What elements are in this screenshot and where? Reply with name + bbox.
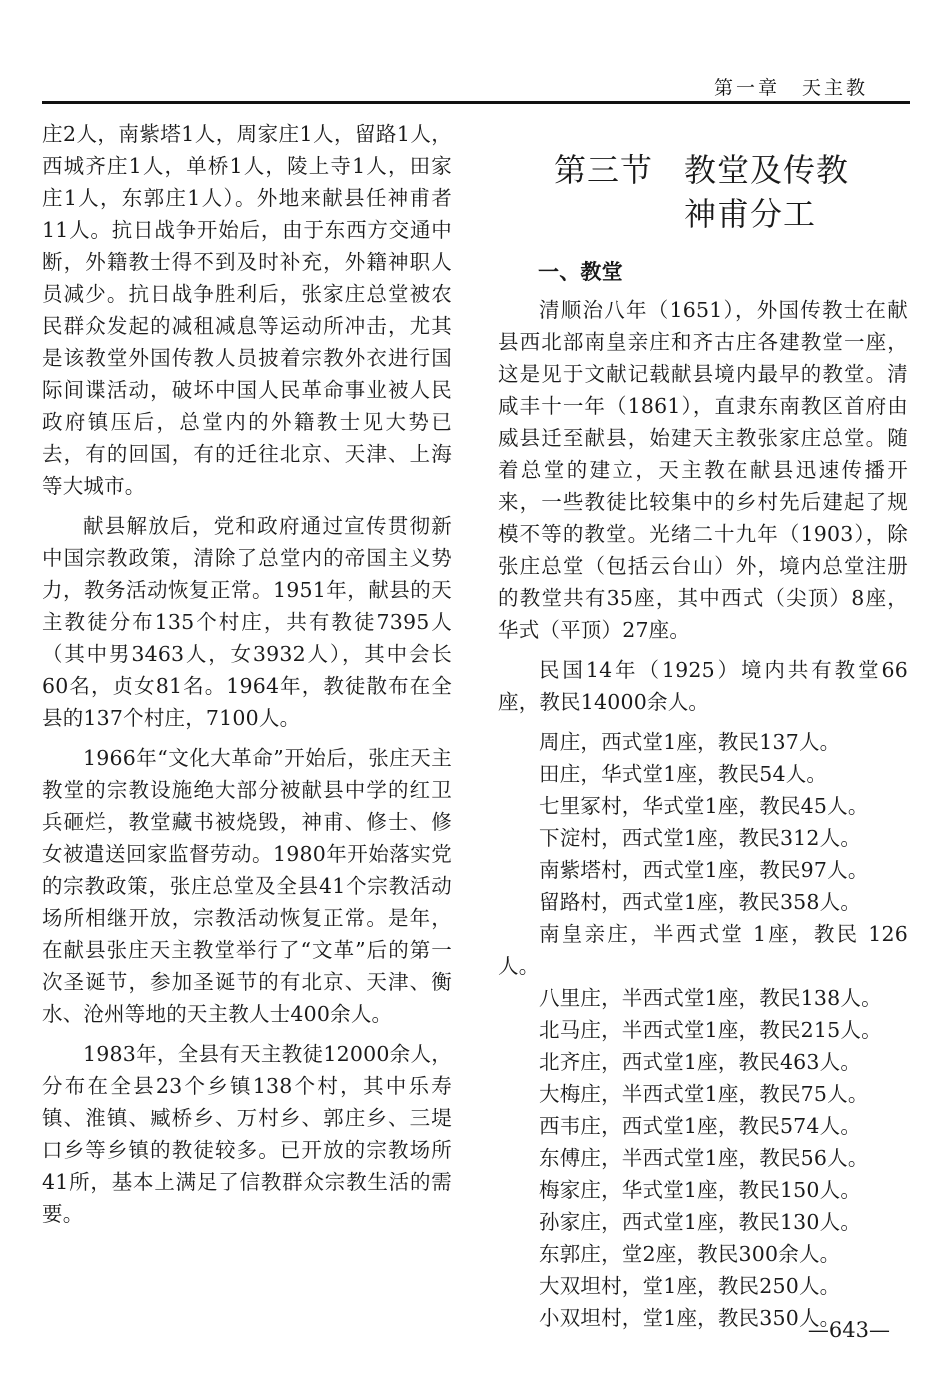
church-list-item: 小双坦村，堂1座，教民350人。 [539,1306,841,1330]
section-title-line-1: 教堂及传教 [684,151,850,189]
church-list-item: 七里冢村，华式堂1座，教民45人。 [539,794,869,818]
church-list-item: 下淀村，西式堂1座，教民312人。 [539,826,862,850]
church-list-item: 东郭庄，堂2座，教民300余人。 [539,1242,841,1266]
church-list-item: 北马庄，半西式堂1座，教民215人。 [539,1018,882,1042]
church-list-item: 北齐庄，西式堂1座，教民463人。 [539,1050,862,1074]
church-list-item: 南皇亲庄，半西式堂 1座，教民 126人。 [498,922,908,978]
page-number: —643— [807,1318,890,1342]
church-list-item: 梅家庄，华式堂1座，教民150人。 [539,1178,862,1202]
church-list-item: 八里庄，半西式堂1座，教民138人。 [539,986,882,1010]
church-list-item: 田庄，华式堂1座，教民54人。 [539,762,828,786]
subsection-heading: 一、教堂 [538,260,623,284]
section-number: 第三节 [554,151,654,189]
right-paragraph-2: 民国14年（1925）境内共有教堂66座，教民14000余人。 [498,658,908,714]
left-paragraph-4: 1983年，全县有天主教徒12000余人，分布在全县23个乡镇138个村，其中乐寿镇、淮镇、臧桥乡、万村乡、郭庄乡、三堤口乡等乡镇的教徒较多。已开放的宗教场所41所，基本上满足了信教群众宗教生活的需要。 [42,1042,452,1226]
section-title-line-2: 神甫分工 [684,195,817,233]
header-divider [42,101,910,104]
church-list-item: 大双坦村，堂1座，教民250人。 [539,1274,841,1298]
church-list-item: 大梅庄，半西式堂1座，教民75人。 [539,1082,869,1106]
section-heading [498,148,908,236]
left-paragraph-2: 献县解放后，党和政府通过宣传贯彻新中国宗教政策，清除了总堂内的帝国主义势力，教务活动恢复正常。1951年，献县的天主教徒分布135个村庄，共有教徒7395人（其中男3463人，女3932人），其中会长60名，贞女81名。1964年，教徒散布在全县的137个村庄，7100人。 [42,514,452,730]
left-column [42,118,452,1238]
church-list-item: 周庄，西式堂1座，教民137人。 [539,730,841,754]
church-list-item: 西韦庄，西式堂1座，教民574人。 [539,1114,862,1138]
running-header-title: 第一章 天主教 [713,77,868,99]
left-paragraph-3: 1966年“文化大革命”开始后，张庄天主教堂的宗教设施绝大部分被献县中学的红卫兵砸烂，教堂藏书被烧毁，神甫、修士、修女被遣送回家监督劳动。1980年开始落实党的宗教政策，张庄总堂及全县41个宗教活动场所相继开放，宗教活动恢复正常。是年，在献县张庄天主教堂举行了“文革”后的第一次圣诞节，参加圣诞节的有北京、天津、衡水、沧州等地的天主教人士400余人。 [42,746,452,1026]
church-list-item: 东傅庄，半西式堂1座，教民56人。 [539,1146,869,1170]
church-list-item: 南紫塔村，西式堂1座，教民97人。 [539,858,869,882]
left-paragraph-1: 庄2人，南紫塔1人，周家庄1人，留路1人，西城齐庄1人，单桥1人，陵上寺1人，田家庄1人，东郭庄1人）。外地来献县任神甫者11人。抗日战争开始后，由于东西方交通中断，外籍教士得不到及时补充，外籍神职人员减少。抗日战争胜利后，张家庄总堂被农民群众发起的减租减息等运动所冲击，尤其是该教堂外国传教人员披着宗教外衣进行国际间谍活动，破坏中国人民革命事业被人民政府镇压后，总堂内的外籍教士见大势已去，有的回国，有的迁往北京、天津、上海等大城市。 [42,122,452,498]
church-list-item: 孙家庄，西式堂1座，教民130人。 [539,1210,862,1234]
church-list [498,726,908,1334]
right-column [498,118,908,1334]
right-paragraph-1: 清顺治八年（1651），外国传教士在献县西北部南皇亲庄和齐古庄各建教堂一座，这是见于文献记载献县境内最早的教堂。清咸丰十一年（1861），直隶东南教区首府由威县迁至献县，始建天主教张家庄总堂。随着总堂的建立，天主教在献县迅速传播开来，一些教徒比较集中的乡村先后建起了规模不等的教堂。光绪二十九年（1903），除张庄总堂（包括云台山）外，境内总堂注册的教堂共有35座，其中西式（尖顶）8座，华式（平顶）27座。 [498,298,908,642]
church-list-item: 留路村，西式堂1座，教民358人。 [539,890,862,914]
